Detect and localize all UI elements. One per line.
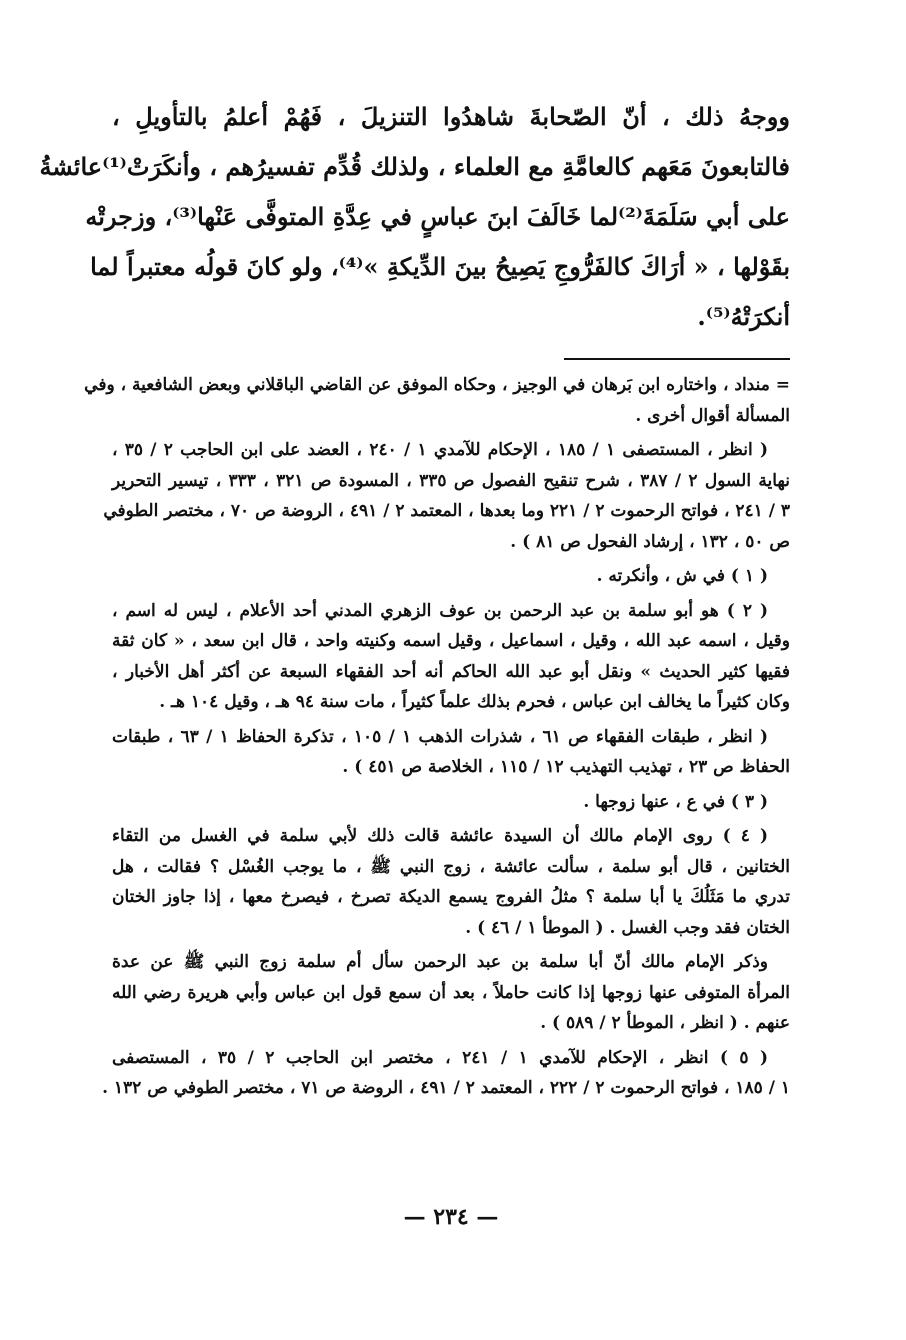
- footnote-line: الختان فقد وجب الغسل . ( الموطأ ١ / ٤٦ ) .: [465, 917, 790, 938]
- footnote-separator: [564, 358, 790, 360]
- footnote-line: = منداد ، واختاره ابن بَرهان في الوجيز ، وحكاه الموفق عن القاضي الباقلاني وبعض الشافعية ، وفي: [84, 375, 790, 395]
- footnote-2-references: [112, 722, 790, 783]
- main-line: أنكرَتْهُ⁽⁵⁾.: [697, 302, 790, 331]
- footnote-3: [112, 787, 790, 818]
- footnote-4-continued: [112, 947, 790, 1039]
- footnote-1: [112, 561, 790, 592]
- footnote-line: وقيل ، اسمه عبد الله ، وقيل ، اسماعيل ، وقيل اسمه وكنيته واحد ، قال ابن سعد ، « كان ثقة: [112, 631, 790, 651]
- footnote-line: ( ٣ ) في ع ، عنها زوجها .: [583, 791, 768, 812]
- footnote-line: ( ١ ) في ش ، وأنكرته .: [596, 566, 768, 586]
- footnote-4: [112, 821, 790, 943]
- document-page: [39, 92, 791, 1302]
- footnote-references: [103, 435, 791, 557]
- footnote-line: المسألة أقوال أخرى .: [635, 405, 790, 426]
- footnote-line: تدري ما مَثَلُكَ يا أبا سلمة ؟ مثلُ الفروج يسمع الديكة تصرخ ، فيصرخ معها ، إذا جاوز الختان: [112, 887, 790, 907]
- footnote-5: [102, 1043, 790, 1104]
- footnote-line: وكان كثيراً ما يخالف ابن عباس ، فحرم بذلك علماً كثيراً ، مات سنة ٩٤ هـ ، وقيل ١٠٤ هـ .: [159, 692, 790, 712]
- page-number: — ٢٣٤ —: [403, 1204, 499, 1230]
- main-line: على أبي سَلَمَةَ⁽²⁾لما خَالَفَ ابنَ عباسٍ في عِدَّةِ المتوفَّى عَنْها⁽³⁾، وزجرتْه: [85, 202, 790, 231]
- footnote-line: فقيها كثير الحديث » ونقل أبو عبد الله الحاكم أنه أحد الفقهاء السبعة عن أكثر أهل الأخبار ،: [112, 661, 790, 682]
- footnote-line: ١ / ١٨٥ ، فواتح الرحموت ٢ / ٢٢٢ ، المعتمد ٢ / ٤٩١ ، الروضة ص ٧١ ، مختصر الطوفي ص ١٣٢ .: [102, 1078, 790, 1098]
- footnote-line: ( انظر ، المستصفى ١ / ١٨٥ ، الإحكام للآمدي ١ / ٢٤٠ ، العضد على ابن الحاجب ٢ / ٣٥ ،: [112, 440, 768, 460]
- footnote-line: ( ٤ ) روى الإمام مالك أن السيدة عائشة قالت ذلك لأبي سلمة في الغسل من التقاء: [112, 826, 768, 846]
- footnote-line: ( انظر ، طبقات الفقهاء ص ٦١ ، شذرات الذهب ١ / ١٠٥ ، تذكرة الحفاظ ١ / ٦٣ ، طبقات: [112, 726, 769, 747]
- footnote-continuation: [84, 370, 790, 431]
- footnote-line: ( ٢ ) هو أبو سلمة بن عبد الرحمن بن عوف الزهري المدني أحد الأعلام ، ليس له اسم ،: [112, 600, 768, 621]
- footnote-line: عنهم . ( انظر ، الموطأ ٢ / ٥٨٩ ) .: [540, 1013, 790, 1033]
- footnotes: [84, 370, 791, 1104]
- main-line: ووجهُ ذلك ، أنّ الصّحابةَ شاهدُوا التنزيلَ ، فَهُمْ أعلمُ بالتأويلِ ،: [112, 102, 790, 131]
- footnote-line: الحفاظ ص ٢٣ ، تهذيب التهذيب ١٢ / ١١٥ ، الخلاصة ص ٤٥١ ) .: [342, 757, 790, 777]
- footnote-2: [112, 596, 790, 718]
- footnote-line: ٣ / ٢٤١ ، فواتح الرحموت ٢ / ٢٢١ وما بعدها ، المعتمد ٢ / ٤٩١ ، الروضة ص ٧٠ ، مختصر الطوفي: [103, 501, 790, 521]
- footnote-line: نهاية السول ٢ / ٣٨٧ ، شرح تنقيح الفصول ص ٣٣٥ ، المسودة ص ٣٢١ ، ٣٣٣ ، تيسير التحرير: [112, 470, 791, 491]
- footnote-line: وذكر الإمام مالك أنّ أبا سلمة بن عبد الرحمن سأل أم سلمة زوج النبي ﷺ عن عدة: [112, 952, 768, 972]
- footnote-line: المرأة المتوفى عنها زوجها إذا كانت حاملاً ، بعد أن سمع قول ابن عباس وأبي هريرة رضي الله: [112, 982, 790, 1003]
- main-line: بقَوْلها ، « أرَاكَ كالفَرُّوجِ يَصِيحُ بينَ الدِّيكةِ »⁽⁴⁾، ولو كانَ قولُه معتبراً لما: [90, 252, 790, 281]
- footnote-line: الختانين ، قال أبو سلمة ، سألت عائشة ، زوج النبي ﷺ ، ما يوجب الغُسْل ؟ فقالت ، هل: [112, 856, 790, 877]
- footnote-line: ( ٥ ) انظر ، الإحكام للآمدي ١ / ٢٤١ ، مختصر ابن الحاجب ٢ / ٣٥ ، المستصفى: [112, 1047, 768, 1068]
- footnote-line: ص ٥٠ ، ١٣٢ ، إرشاد الفحول ص ٨١ ) .: [510, 531, 790, 552]
- main-text: [39, 92, 790, 342]
- main-line: فالتابعونَ مَعَهم كالعامَّةِ مع العلماء ، ولذلك قُدِّم تفسيرُهم ، وأنكَرَتْ⁽¹⁾عائشةُ: [39, 152, 790, 181]
